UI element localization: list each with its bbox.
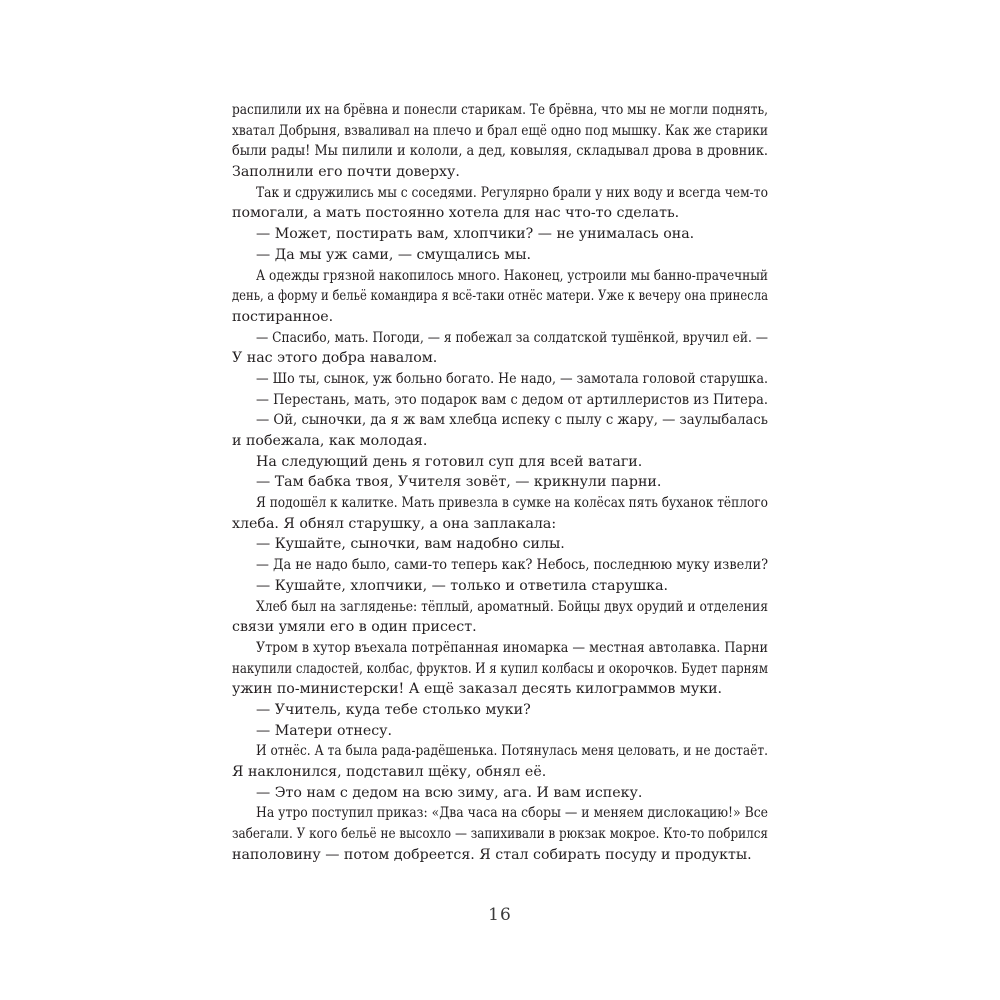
text-line: Я наклонился, подставил щёку, обнял её.: [232, 764, 547, 780]
text-line: — Там бабка твоя, Учителя зовёт, — крикнули парни.: [256, 474, 662, 491]
text-line: — Учитель, куда тебе столько муки?: [256, 701, 531, 718]
text-line: — Может, постирать вам, хлопчики? — не унималась она.: [256, 226, 695, 243]
text-line: хлеба. Я обнял старушку, а она заплакала:: [232, 515, 557, 532]
text-line: У нас этого добра навалом.: [232, 350, 438, 367]
text-line: — Перестань, мать, это подарок вам с дедом от артиллеристов из Питера.: [256, 391, 768, 408]
text-line: — Кушайте, хлопчики, — только и ответила старушка.: [256, 577, 669, 594]
text-line: ужин по-министерски! А ещё заказал десять килограммов муки.: [232, 681, 723, 698]
text-line: — Это нам с дедом на всю зиму, ага. И вам испеку.: [256, 784, 643, 801]
text-line: — Шо ты, сынок, уж больно богато. Не надо, — замотала головой старушка.: [256, 370, 768, 387]
text-line: Так и сдружились мы с соседями. Регулярно брали у них воду и всегда чем-то: [256, 184, 768, 201]
text-line: — Да не надо было, сами-то теперь как? Небось, последнюю муку извели?: [256, 557, 768, 574]
text-line: Заполнили его почти доверху.: [232, 164, 460, 181]
text-line: забегали. У кого бельё не высохло — запихивали в рюкзак мокрое. Кто-то побрился: [232, 826, 768, 843]
text-line: — Матери отнесу.: [256, 722, 393, 739]
text-line: были рады! Мы пилили и кололи, а дед, ковыляя, складывал дрова в дровник.: [232, 143, 768, 160]
text-line: И отнёс. А та была рада-радёшенька. Потянулась меня целовать, и не достаёт.: [256, 743, 768, 760]
text-line: — Да мы уж сами, — смущались мы.: [256, 246, 532, 263]
text-line: связи умяли его в один присест.: [232, 619, 477, 636]
text-line: — Ой, сыночки, да я ж вам хлебца испеку с пылу с жару, — заулыбалась: [256, 412, 768, 429]
text-line: накупили сладостей, колбас, фруктов. И я купил колбасы и окорочков. Будет парням: [232, 660, 768, 677]
text-line: день, а форму и бельё командира я всё-таки отнёс матери. Уже к вечеру она принесла: [232, 288, 768, 305]
text-line: наполовину — потом добреется. Я стал собирать посуду и продукты.: [232, 846, 752, 863]
text-line: и побежала, как молодая.: [232, 433, 428, 449]
text-line: На следующий день я готовил суп для всей ватаги.: [256, 453, 643, 470]
text-line: А одежды грязной накопилось много. Наконец, устроили мы банно-прачечный: [256, 267, 768, 284]
text-line: Я подошёл к калитке. Мать привезла в сумке на колёсах пять буханок тёплого: [256, 495, 768, 512]
text-line: хватал Добрыня, взваливал на плечо и брал ещё одно под мышку. Как же старики: [232, 122, 768, 139]
text-line: помогали, а мать постоянно хотела для нас что-то сделать.: [232, 205, 680, 222]
text-line: — Спасибо, мать. Погоди, — я побежал за солдатской тушёнкой, вручил ей. —: [256, 329, 768, 346]
body-text: [232, 100, 768, 865]
text-line: На утро поступил приказ: «Два часа на сборы — и меняем дислокацию!» Все: [256, 805, 768, 822]
text-line: — Кушайте, сыночки, вам надобно силы.: [256, 536, 565, 553]
text-line: распилили их на брёвна и понесли старикам. Те брёвна, что мы не могли поднять,: [232, 102, 768, 118]
text-line: Утром в хутор въехала потрёпанная иномарка — местная автолавка. Парни: [256, 639, 768, 656]
text-line: Хлеб был на загляденье: тёплый, ароматный. Бойцы двух орудий и отделения: [256, 598, 768, 615]
text-line: постиранное.: [232, 308, 334, 325]
page-number: 16: [488, 905, 512, 925]
